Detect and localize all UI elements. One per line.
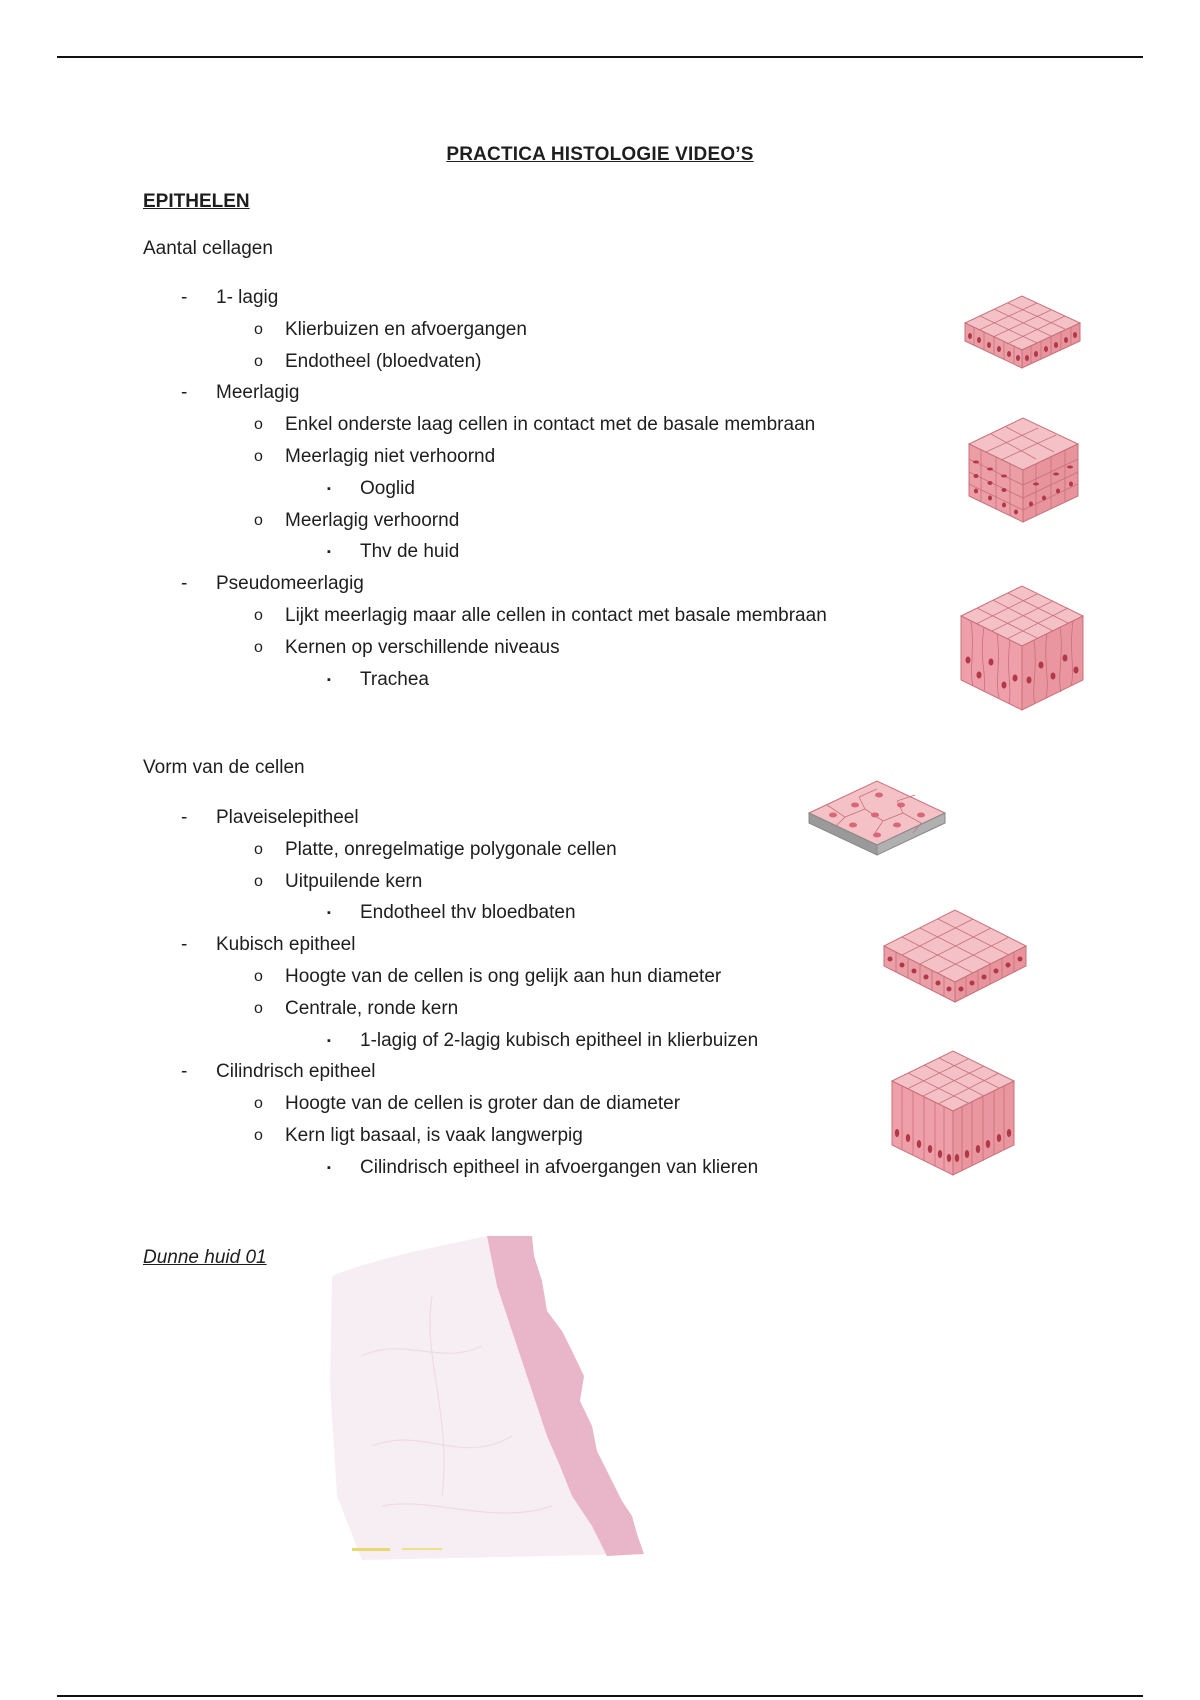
- list-item: [254, 604, 1014, 628]
- list-item: [181, 572, 941, 596]
- subheading-shapes: Vorm van de cellen: [143, 757, 305, 778]
- simple-epithelium-illustration: [960, 288, 1085, 373]
- list-item-text: Lijkt meerlagig maar alle cellen in contact met basale membraan: [285, 605, 827, 626]
- figure-caption: Dunne huid 01: [143, 1247, 267, 1268]
- list-item: [181, 286, 941, 310]
- list-item: [181, 1060, 941, 1084]
- bullet-marker: ▪: [327, 907, 331, 920]
- top-rule: [57, 56, 1143, 58]
- stratified-epithelium-illustration: [966, 414, 1081, 526]
- list-item-text: Cilindrisch epitheel: [216, 1061, 376, 1083]
- bullet-marker: o: [254, 968, 263, 985]
- bullet-marker: -: [181, 287, 188, 308]
- list-item-text: Meerlagig verhoornd: [285, 509, 460, 531]
- list-item-text: Centrale, ronde kern: [285, 997, 459, 1019]
- bullet-marker: ▪: [327, 482, 331, 495]
- bullet-marker: o: [254, 448, 263, 465]
- bullet-marker: o: [254, 840, 263, 858]
- page-title: PRACTICA HISTOLOGIE VIDEO’S: [446, 144, 754, 165]
- bullet-marker: ▪: [327, 673, 331, 686]
- subheading-layers: Aantal cellagen: [143, 238, 273, 259]
- bullet-marker: -: [181, 934, 188, 956]
- bullet-marker: o: [254, 416, 263, 434]
- list-item-text: Trachea: [360, 668, 429, 690]
- list-item: [254, 636, 1014, 660]
- bullet-marker: o: [254, 872, 263, 890]
- bullet-marker: o: [254, 320, 263, 338]
- list-item-text: 1- lagig: [216, 287, 279, 308]
- bullet-marker: o: [254, 352, 263, 370]
- list-item: [181, 933, 941, 957]
- list-item-text: Hoogte van de cellen is ong gelijk aan hun diameter: [285, 966, 722, 987]
- bullet-marker: o: [254, 1127, 263, 1144]
- bullet-marker: o: [254, 1095, 263, 1113]
- list-item: [254, 509, 1014, 533]
- bullet-marker: -: [181, 382, 188, 404]
- squamous-epithelium-illustration: [805, 775, 950, 865]
- list-item: [254, 413, 1014, 437]
- list-item-text: Kernen op verschillende niveaus: [285, 636, 560, 658]
- list-item-text: 1-lagig of 2-lagig kubisch epitheel in klierbuizen: [360, 1029, 759, 1051]
- list-item-text: Thv de huid: [360, 541, 460, 563]
- bullet-marker: ▪: [327, 546, 331, 559]
- list-item-text: Meerlagig niet verhoornd: [285, 446, 496, 467]
- list-item-text: Kern ligt basaal, is vaak langwerpig: [285, 1125, 583, 1146]
- list-item-text: Endotheel (bloedvaten): [285, 350, 482, 372]
- bottom-rule: [57, 1695, 1143, 1697]
- list-item-text: Plaveiselepitheel: [216, 807, 359, 828]
- bullet-marker: -: [181, 807, 188, 828]
- list-item-text: Enkel onderste laag cellen in contact met de basale membraan: [285, 414, 816, 436]
- list-item-text: Kubisch epitheel: [216, 934, 356, 956]
- list-item-text: Meerlagig: [216, 382, 300, 404]
- list-item-text: Klierbuizen en afvoergangen: [285, 318, 527, 340]
- columnar-epithelium-illustration: [888, 1045, 1018, 1180]
- cuboidal-epithelium-illustration: [880, 902, 1030, 1007]
- list-item-text: Hoogte van de cellen is groter dan de diameter: [285, 1093, 681, 1115]
- list-item: [254, 318, 1014, 342]
- bullet-marker: -: [181, 1061, 188, 1083]
- bullet-marker: ▪: [327, 1161, 331, 1174]
- list-item: [254, 350, 1014, 374]
- bullet-marker: o: [254, 607, 263, 624]
- list-item: [254, 445, 1014, 469]
- list-item: [254, 870, 1014, 894]
- bullet-marker: o: [254, 999, 263, 1017]
- bullet-marker: o: [254, 511, 263, 529]
- bullet-marker: ▪: [327, 1034, 331, 1047]
- list-item-text: Pseudomeerlagig: [216, 573, 364, 595]
- list-item-text: Platte, onregelmatige polygonale cellen: [285, 838, 617, 860]
- list-item: [327, 540, 1087, 564]
- list-item-text: Ooglid: [360, 477, 415, 499]
- list-item-text: Cilindrisch epitheel in afvoergangen van klieren: [360, 1156, 759, 1178]
- section-heading: EPITHELEN: [143, 191, 250, 212]
- pseudostratified-epithelium-illustration: [957, 580, 1087, 715]
- list-item-text: Endotheel thv bloedbaten: [360, 902, 576, 924]
- thin-skin-micrograph: [322, 1236, 647, 1560]
- list-item: [181, 381, 941, 405]
- bullet-marker: -: [181, 573, 188, 595]
- bullet-marker: o: [254, 638, 263, 656]
- list-item-text: Uitpuilende kern: [285, 870, 423, 892]
